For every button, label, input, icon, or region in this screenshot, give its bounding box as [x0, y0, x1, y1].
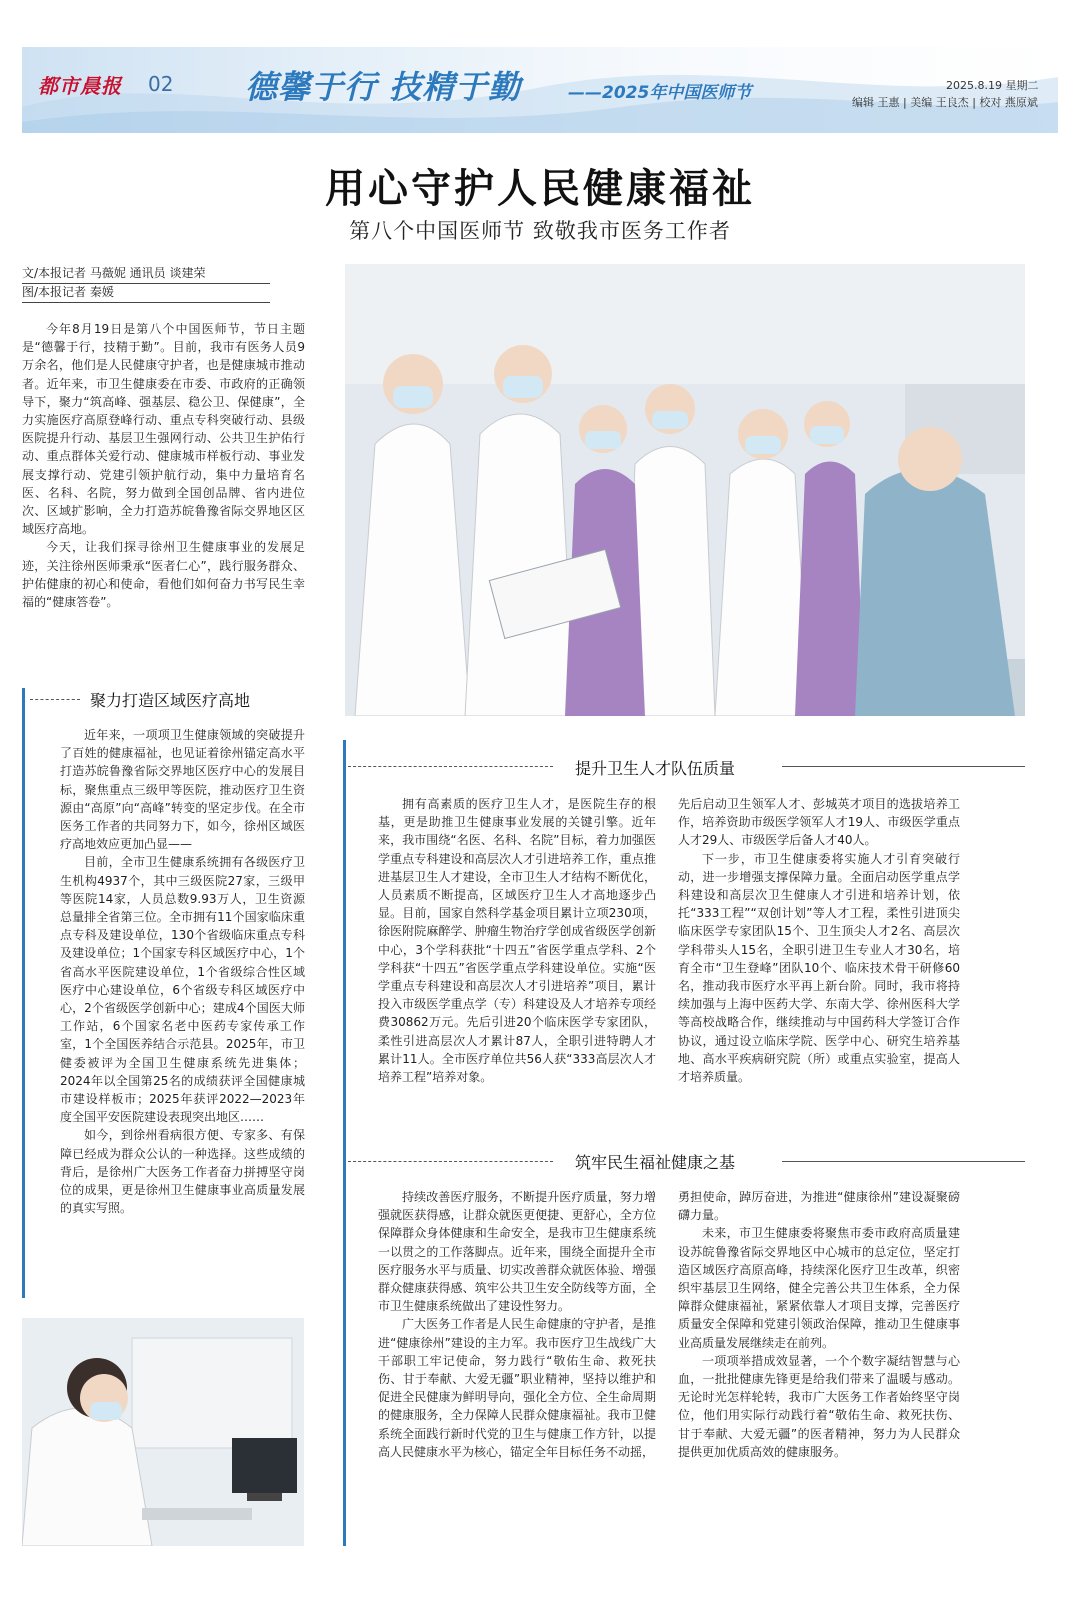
section-divider	[30, 699, 80, 700]
section-paragraph: 目前，全市卫生健康系统拥有各级医疗卫生机构4937个，其中三级医院27家，三级甲等医院14家，人员总数9.93万人，卫生资源总量排全省第三位。全市拥有11个国家临床重点专科及建设单位，130个省级临床重点专科及建设单位；1个国家专科区域医疗中心，1个省高水平医院建设单位，1个省级综合性区域医疗中心建设单位，6个省级专科区域医疗中心，2个省级医学创新中心；建成4个国医大师工作站，6个国家名老中医药专家传承工作室，1个全国医养结合示范县。2025年，市卫健委被评为全国卫生健康系统先进集体；2024年以全国第25名的成绩获评全国健康城市建设样板市；2025年获评2022—2023年度全国平安医院建设表现突出地区……	[60, 855, 305, 1125]
banner-wave-graphic	[22, 47, 1058, 133]
section-paragraph: 未来，市卫生健康委将聚焦市委市政府高质量建设苏皖鲁豫省际交界地区中心城市的总定位，坚定打造区域医疗高原高峰，持续深化医疗卫生改革，织密织牢基层卫生网络，健全完善公共卫生体系，全力保障群众健康福祉，紧紧依靠人才项目支撑，完善医疗质量安全保障和党建引领政治保障，推动卫生健康事业高质量发展继续走在前列。	[678, 1226, 960, 1350]
section-accent-line	[343, 740, 346, 1546]
section-paragraph: 勇担使命，踔厉奋进，为推进“健康徐州”建设凝聚磅礴力量。	[678, 1190, 960, 1223]
section-divider	[348, 766, 553, 767]
section-divider	[348, 1161, 553, 1162]
intro-paragraph: 今天，让我们探寻徐州卫生健康事业的发展足迹，关注徐州医师秉承“医者仁心”，践行服务群众、护佑健康的初心和使命，看他们如何奋力书写民生幸福的“健康答卷”。	[22, 540, 305, 610]
festival-title: ——2025年中国医师节	[568, 83, 752, 103]
section-paragraph: 先后启动卫生领军人才、彭城英才项目的选拔培养工作，培养资助市级医学领军人才19人、市级医学重点人才29人、市级医学后备人才40人。	[678, 797, 960, 848]
festival-slogan: 德馨于行 技精于勤	[245, 68, 522, 106]
paper-name: 都市晨报	[38, 74, 122, 98]
section-body-col1	[378, 795, 656, 1086]
section-paragraph: 如今，到徐州看病很方便、专家多、有保障已经成为群众公认的一种选择。这些成绩的背后，是徐州广大医务工作者奋力拼搏坚守岗位的成果，更是徐州卫生健康事业高质量发展的真实写照。	[60, 1128, 305, 1216]
secondary-photo-doctor-desk	[22, 1318, 304, 1546]
section-paragraph: 下一步，市卫生健康委将实施人才引育突破行动，进一步增强支撑保障力量。全面启动医学重点学科建设和高层次卫生健康人才引进和培养计划，依托“333工程”“双创计划”等人才工程，柔性引进顶尖临床医学专家团队15个、卫生顶尖人才2名、高层次学科带头人15名，全职引进卫生专业人才30名，培育全市“卫生登峰”团队10个、临床技术骨干研修60名，推动我市医疗水平再上新台阶。同时，我市将持续加强与上海中医药大学、东南大学、徐州医科大学等高校战略合作，继续推动与中国药科大学签订合作协议，通过设立临床学院、医学中心、研究生培养基地、高水平疾病研究院（所）或重点实验室，提高人才培养质量。	[678, 851, 960, 1085]
main-photo-illustration	[345, 264, 1025, 716]
main-photo-doctors-visit	[345, 264, 1025, 716]
intro-text	[22, 320, 305, 611]
editor-credits: 编辑 王惠 | 美编 王良杰 | 校对 燕原斌	[852, 96, 1038, 109]
section-title: 筑牢民生福祉健康之基	[575, 1153, 736, 1172]
intro-paragraph: 今年8月19日是第八个中国医师节，节日主题是“德馨于行，技精于勤”。目前，我市有医务人员9万余名，他们是人民健康守护者，也是健康城市推动者。近年来，市卫生健康委在市委、市政府的正确领导下，聚力“筑高峰、强基层、稳公卫、保健康”，全力实施医疗高原登峰行动、重点专科突破行动、县级医院提升行动、基层卫生强网行动、公共卫生护佑行动、重点群体关爱行动、健康城市样板行动、事业发展支撑行动、党建引领护航行动，集中力量培育名医、名科、名院，努力做到全国创品牌、省内进位次、区域扩影响，全力打造苏皖鲁豫省际交界地区区域医疗高地。	[22, 322, 305, 537]
secondary-photo-illustration	[22, 1318, 304, 1546]
section-body-col1	[378, 1188, 656, 1461]
section-body-col2	[678, 795, 960, 1086]
byline-text: 文/本报记者 马薇妮 通讯员 谈建荣	[22, 264, 270, 284]
issue-date: 2025.8.19 星期二	[946, 79, 1039, 92]
section-title: 提升卫生人才队伍质量	[575, 759, 736, 778]
section-paragraph: 近年来，一项项卫生健康领域的突破提升了百姓的健康福祉，也见证着徐州锚定高水平打造苏皖鲁豫省际交界地区医疗中心的发展目标，聚焦重点三级甲等医院，推动医疗卫生资源由“高原”向“高峰”转变的坚定步伐。在全市医务工作者的共同努力下，如今，徐州区域医疗高地效应更加凸显——	[60, 728, 305, 852]
section-paragraph: 持续改善医疗服务，不断提升医疗质量，努力增强就医获得感，让群众就医更便捷、更舒心，全方位保障群众身体健康和生命安全，是我市卫生健康系统一以贯之的工作落脚点。近年来，围绕全面提升全市医疗服务水平与质量、切实改善群众就医体验、增强群众健康获得感、筑牢公共卫生安全防线等方面，全市卫生健康系统做出了建设性努力。	[378, 1190, 656, 1314]
section-divider	[782, 1161, 1025, 1162]
section-title: 聚力打造区域医疗高地	[90, 691, 251, 710]
section-divider	[782, 766, 1025, 767]
subheadline: 第八个中国医师节 致敬我市医务工作者	[349, 219, 731, 243]
section-paragraph: 广大医务工作者是人民生命健康的守护者，是推进“健康徐州”建设的主力军。我市医疗卫生战线广大干部职工牢记使命，努力践行“敬佑生命、救死扶伤、甘于奉献、大爱无疆”职业精神，坚持以维护和促进全民健康为鲜明导向，强化全方位、全生命周期的健康服务，全力保障人民群众健康福祉。我市卫健系统全面践行新时代党的卫生与健康工作方针，以提高人民健康水平为核心，锚定全年目标任务不动摇，	[378, 1317, 656, 1459]
section-paragraph: 拥有高素质的医疗卫生人才，是医院生存的根基，更是助推卫生健康事业发展的关键引擎。近年来，我市围绕“名医、名科、名院”目标，着力加强医学重点专科建设和高层次人才引进培养工作，重点推进基层卫生人才建设，全市卫生人才结构不断优化，人员素质不断提高，区域医疗卫生人才高地逐步凸显。目前，国家自然科学基金项目累计立项230项，徐医附院麻醉学、肿瘤生物治疗学创成省级医学创新中心，3个学科获批“十四五”省医学重点学科、2个学科获“十四五”省医学重点学科建设单位。实施“医学重点专科建设和高层次人才引进培养”项目，累计投入市级医学重点学（专）科建设及人才培养专项经费30862万元。先后引进20个临床医学专家团队，柔性引进高层次人才累计87人，全职引进特聘人才累计11人。全市医疗单位共56人获“333高层次人才培养工程”培养对象。	[378, 797, 656, 1085]
section-accent-line	[22, 688, 25, 1298]
masthead-banner	[22, 47, 1058, 133]
byline-photo: 图/本报记者 秦媛	[22, 283, 270, 303]
page-number: 02	[148, 72, 174, 96]
section-body	[60, 726, 305, 1217]
headline: 用心守护人民健康福祉	[325, 166, 755, 212]
section-paragraph: 一项项举措成效显著，一个个数字凝结智慧与心血，一批批健康先锋更是给我们带来了温暖与感动。无论时光怎样轮转，我市广大医务工作者始终坚守岗位，他们用实际行动践行着“敬佑生命、救死扶伤、甘于奉献、大爱无疆”的医者精神，努力为人民群众提供更加优质高效的健康服务。	[678, 1353, 960, 1459]
section-body-col2	[678, 1188, 960, 1461]
